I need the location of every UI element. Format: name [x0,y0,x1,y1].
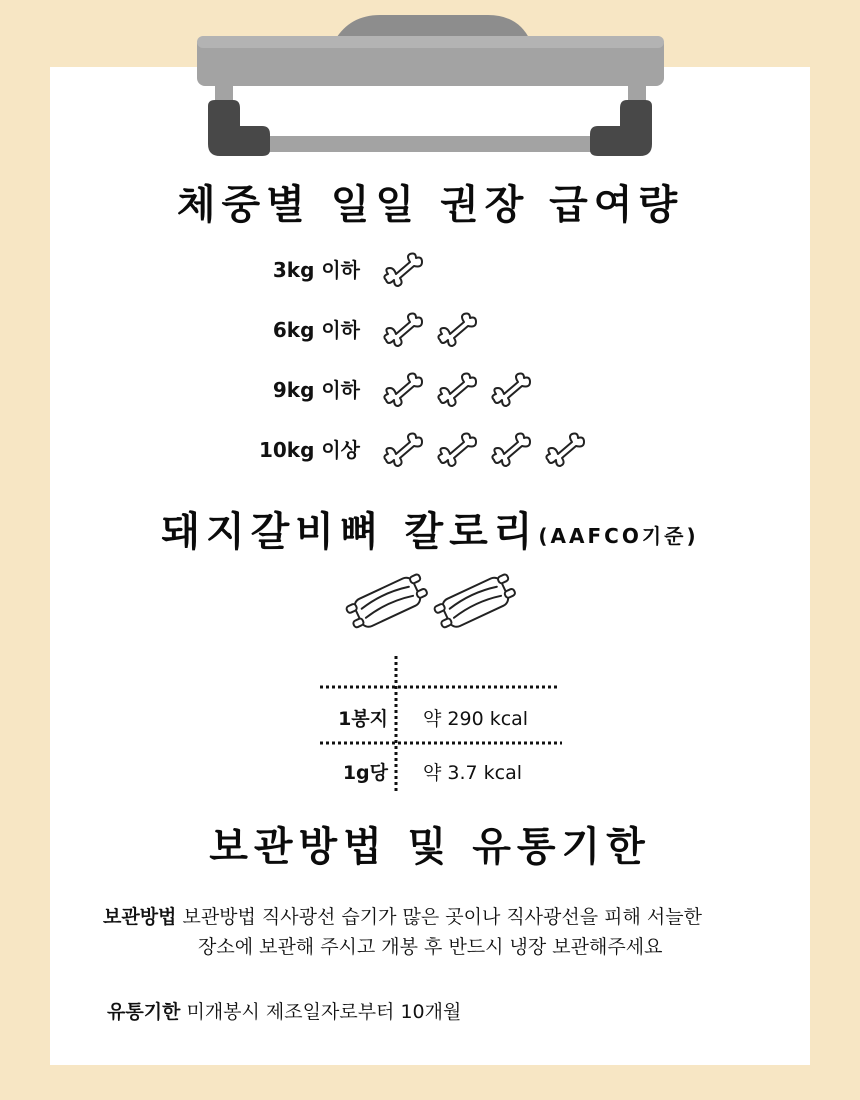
bone-icon [542,426,594,470]
storage-method [103,902,702,932]
feeding-row [0,246,860,290]
expiry-key: 유통기한 [107,1001,181,1023]
bone-count [380,426,596,470]
storage-title: 보관방법 및 유통기한 [209,824,651,870]
feeding-row-label: 10kg 이상 [258,438,360,462]
bone-icon [380,246,432,290]
bone-icon [434,306,486,350]
storage-method-key: 보관방법 [103,906,177,928]
bone-icon [380,426,432,470]
feeding-row-label: 6kg 이하 [272,318,360,342]
calorie-title-sub: (AAFCO기준) [538,524,699,548]
storage-method-cont: 장소에 보관해 주시고 개봉 후 반드시 냉장 보관해주세요 [198,936,663,958]
bone-icon [488,426,540,470]
calorie-row-label: 1g당 [342,762,388,784]
feeding-title: 체중별 일일 권장 급여량 [176,182,684,228]
feeding-row-label: 3kg 이하 [272,258,360,282]
bone-count [380,366,542,410]
feeding-row [0,366,860,410]
bone-icon [488,366,540,410]
feeding-row [0,306,860,350]
bone-icon [434,366,486,410]
calorie-table [318,654,568,794]
calorie-row-value: 약 3.7 kcal [423,762,523,784]
feeding-row-label: 9kg 이하 [272,378,360,402]
clipboard-clip-icon [0,0,860,170]
feeding-row [0,426,860,470]
bone-count [380,306,488,350]
rib-bone-icon [340,560,520,644]
calorie-title [0,500,860,557]
bone-count [380,246,434,290]
expiry-info [107,997,461,1027]
calorie-title-main: 돼지갈비뼈 칼로리 [161,509,539,555]
expiry-value: 미개봉시 제조일자로부터 10개월 [186,1001,462,1023]
calorie-row-label: 1봉지 [338,708,388,730]
bone-icon [434,426,486,470]
bone-icon [380,306,432,350]
storage-method-line1: 보관방법 직사광선 습기가 많은 곳이나 직사광선을 피해 서늘한 [182,906,702,928]
bone-icon [380,366,432,410]
calorie-row-value: 약 290 kcal [423,708,529,730]
